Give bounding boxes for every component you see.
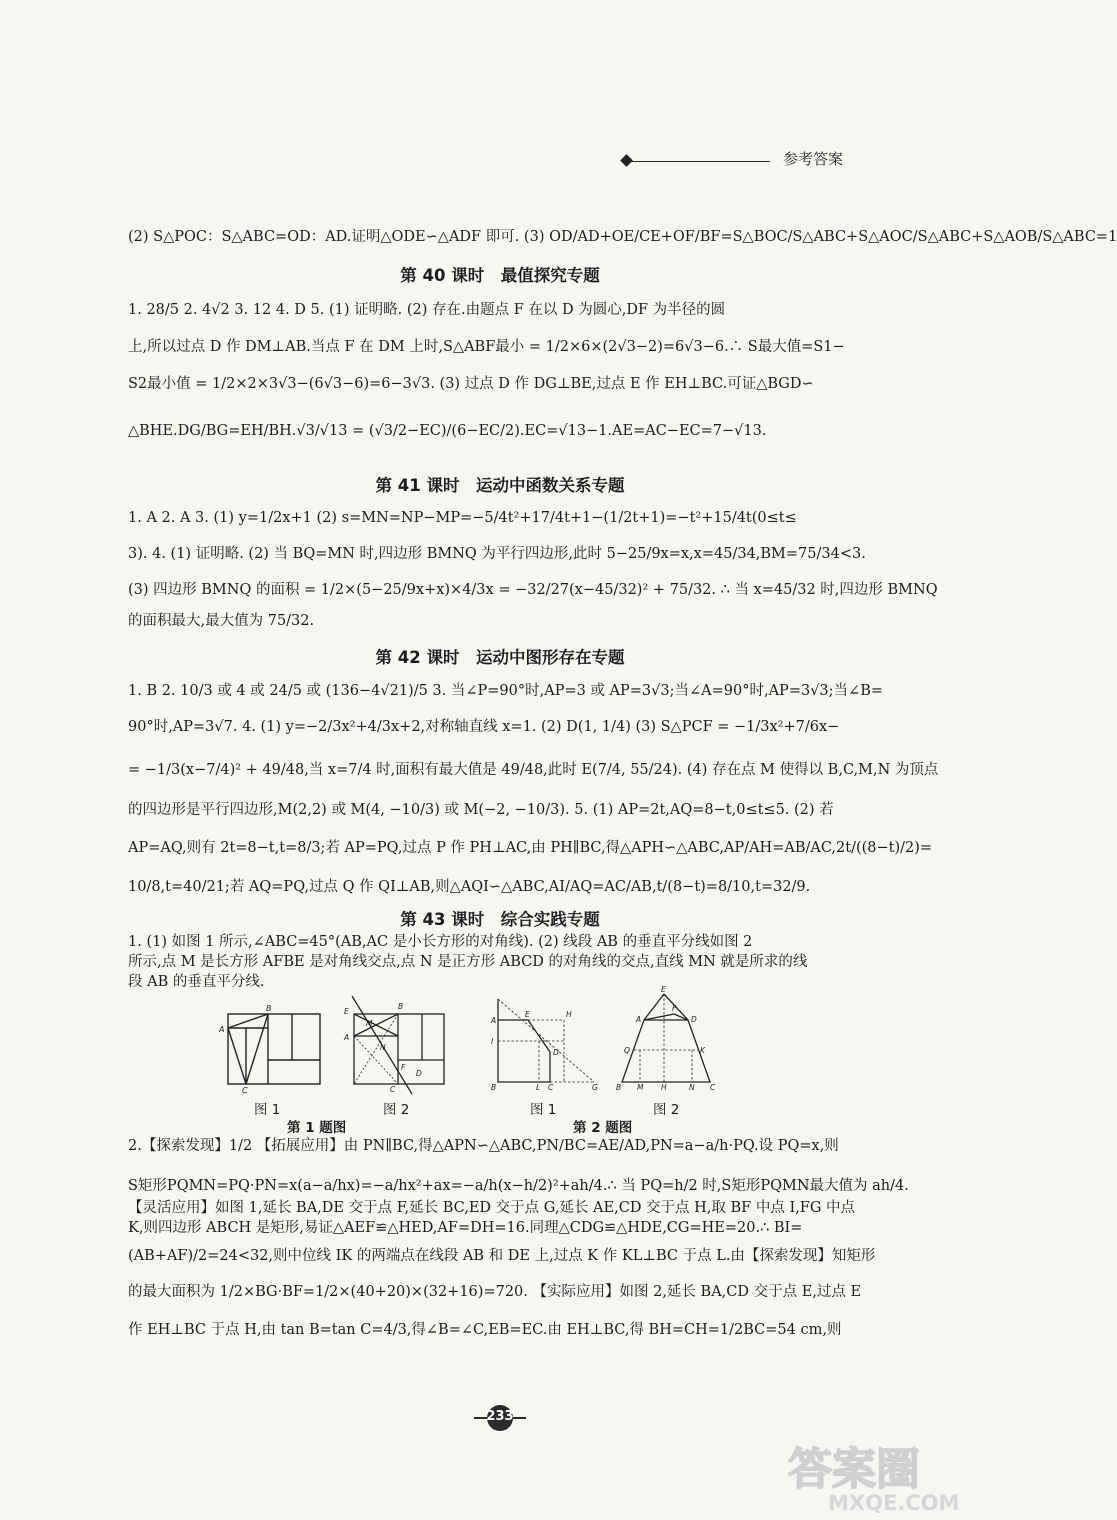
fig3-label: D (553, 1048, 559, 1057)
group2-caption: 第 2 题图 (573, 1120, 633, 1136)
header-title: 参考答案 (783, 150, 844, 168)
fig1-caption: 图 1 (254, 1102, 281, 1118)
s41-line: 1. A 2. A 3. (1) y=1/2x+1 (2) s=MN=NP−MP=−5/4t²+17/4t+1−(1/2t+1)=−t²+15/4t(0≤t≤ (128, 510, 797, 526)
fig3-label: G (592, 1083, 598, 1092)
s42-line: = −1/3(x−7/4)² + 49/48,当 x=7/4 时,面积有最大值是 49/48,此时 E(7/4, 55/24). (4) 存在点 M 使得以 B,C,M,N 为顶点 (128, 762, 939, 778)
p2-line: 【灵活应用】如图 1,延长 BA,DE 交于点 F,延长 BC,ED 交于点 G,延长 AE,CD 交于点 H,取 BF 中点 I,FG 中点 (128, 1200, 856, 1216)
s41-line: 3). 4. (1) 证明略. (2) 当 BQ=MN 时,四边形 BMNQ 为平行四边形,此时 5−25/9x=x,x=45/34,BM=75/34<3. (128, 546, 866, 562)
section-title-42: 第 42 课时 运动中图形存在专题 (375, 648, 625, 667)
group1-caption: 第 1 题图 (287, 1120, 347, 1136)
s42-line: AP=AQ,则有 2t=8−t,t=8/3;若 AP=PQ,过点 P 作 PH⊥AC,由 PH∥BC,得△APH∽△ABC,AP/AH=AB/AC,2t/((8−t)/2)= (128, 840, 933, 856)
s41-line: (3) 四边形 BMNQ 的面积 = 1/2×(5−25/9x+x)×4/3x = −32/27(x−45/32)² + 75/32. ∴ 当 x=45/32 时,四边形 BMNQ (128, 582, 938, 598)
fig3-label: A (491, 1016, 497, 1025)
fig4-label: N (689, 1083, 695, 1092)
fig3-label: E (525, 1010, 530, 1019)
fig4-label: D (691, 1015, 697, 1024)
figure-2-grid (338, 996, 450, 1094)
s40-line: S2最小值 = 1/2×2×3√3−(6√3−6)=6−3√3. (3) 过点 D 作 DG⊥BE,过点 E 作 EH⊥BC.可证△BGD∽ (128, 376, 814, 392)
s42-line: 90°时,AP=3√7. 4. (1) y=−2/3x²+4/3x+2,对称轴直线 x=1. (2) D(1, 1/4) (3) S△PCF = −1/3x²+7/6x− (128, 719, 840, 735)
fig4-label: E (661, 985, 666, 994)
p2-line: 的最大面积为 1/2×BG·BF=1/2×(40+20)×(32+16)=720. 【实际应用】如图 2,延长 BA,CD 交于点 E,过点 E (128, 1284, 862, 1300)
fig2-label: M (366, 1019, 373, 1028)
watermark-logo (782, 1438, 992, 1516)
fig3-label: H (566, 1010, 572, 1019)
fig4-label: M (637, 1083, 644, 1092)
fig3-label: B (491, 1083, 497, 1092)
page-number (474, 1405, 526, 1431)
page-number-text: 233 (486, 1409, 514, 1424)
fig3-label: C (548, 1083, 554, 1092)
section-title-40: 第 40 课时 最值探究专题 (400, 266, 600, 285)
fig4-caption: 图 2 (653, 1102, 680, 1118)
fig2-label: A (344, 1033, 350, 1042)
s42-line: 10/8,t=40/21;若 AQ=PQ,过点 Q 作 QI⊥AB,则△AQI∽△ABC,AI/AQ=AC/AB,t/(8−t)=8/10,t=32/9. (128, 879, 811, 895)
s43-line: 1. (1) 如图 1 所示,∠ABC=45°(AB,AC 是小长方形的对角线). (2) 线段 AB 的垂直平分线如图 2 (128, 934, 753, 950)
p2-line: 作 EH⊥BC 于点 H,由 tan B=tan C=4/3,得∠B=∠C,EB=EC.由 EH⊥BC,得 BH=CH=1/2BC=54 cm,则 (128, 1322, 842, 1338)
p2-line: 2.【探索发现】1/2 【拓展应用】由 PN∥BC,得△APN∽△ABC,PN/BC=AE/AD,PN=a−a/h·PQ.设 PQ=x,则 (128, 1138, 839, 1154)
s40-line: △BHE.DG/BG=EH/BH.√3/√13 = (√3/2−EC)/(6−EC/2).EC=√13−1.AE=AC−EC=7−√13. (128, 423, 767, 439)
fig2-label: N (380, 1043, 386, 1052)
watermark-line1: 答案圈 (788, 1444, 920, 1495)
fig2-label: B (398, 1002, 404, 1011)
s40-line: 1. 28/5 2. 4√2 3. 12 4. D 5. (1) 证明略. (2) 存在.由题点 F 在以 D 为圆心,DF 为半径的圆 (128, 302, 726, 318)
p2-line: (AB+AF)/2=24<32,则中位线 IK 的两端点在线段 AB 和 DE 上,过点 K 作 KL⊥BC 于点 L.由【探索发现】知矩形 (128, 1248, 876, 1264)
fig4-label: F (672, 1004, 677, 1013)
s43-line: 所示,点 M 是长方形 AFBE 是对角线交点,点 N 是正方形 ABCD 的对角线的交点,直线 MN 就是所求的线 (128, 954, 808, 970)
fig4-label: C (710, 1083, 716, 1092)
fig2-caption: 图 2 (383, 1102, 410, 1118)
fig1-label: A (219, 1025, 225, 1034)
header-rule (628, 161, 770, 162)
fig4-label: B (616, 1083, 622, 1092)
figure-1-grid (216, 1002, 326, 1094)
fig3-label: I (491, 1037, 494, 1046)
figure-4-trapezoid (612, 984, 722, 1094)
s43-line: 段 AB 的垂直平分线. (128, 974, 265, 990)
p2-line: S矩形PQMN=PQ·PN=x(a−a/hx)=−a/hx²+ax=−a/h(x−h/2)²+ah/4.∴ 当 PQ=h/2 时,S矩形PQMN最大值为 ah/4. (128, 1178, 909, 1194)
figure-3-pentagon (484, 994, 604, 1094)
fig4-label: Q (624, 1046, 630, 1055)
fig2-label: F (401, 1063, 406, 1072)
s40-line: 上,所以过点 D 作 DM⊥AB.当点 F 在 DM 上时,S△ABF最小 = 1/2×6×(2√3−2)=6√3−6.∴ S最大值=S1− (128, 339, 845, 355)
fig2-label: E (344, 1007, 349, 1016)
fig4-label: H (661, 1083, 667, 1092)
s42-line: 的四边形是平行四边形,M(2,2) 或 M(4, −10/3) 或 M(−2, −10/3). 5. (1) AP=2t,AQ=8−t,0≤t≤5. (2) 若 (128, 802, 834, 818)
fig1-label: C (242, 1086, 248, 1095)
p2-line: K,则四边形 ABCH 是矩形,易证△AEF≌△HED,AF=DH=16.同理△CDG≌△HDE,CG=HE=20.∴ BI= (128, 1220, 803, 1236)
s42-line: 1. B 2. 10/3 或 4 或 24/5 或 (136−4√21)/5 3. 当∠P=90°时,AP=3 或 AP=3√3;当∠A=90°时,AP=3√3;当∠B= (128, 683, 883, 699)
fig1-label: B (266, 1004, 272, 1013)
s41-line: 的面积最大,最大值为 75/32. (128, 613, 315, 629)
fig4-label: K (700, 1046, 705, 1055)
fig2-label: D (416, 1069, 422, 1078)
fig3-caption: 图 1 (530, 1102, 557, 1118)
section-title-41: 第 41 课时 运动中函数关系专题 (375, 476, 625, 495)
fig3-label: L (536, 1083, 541, 1092)
fig4-label: A (636, 1015, 642, 1024)
section-title-43: 第 43 课时 综合实践专题 (400, 910, 600, 929)
watermark-line2: MXQE.COM (828, 1491, 960, 1515)
intro-line: (2) S△POC：S△ABC=OD：AD.证明△ODE∽△ADF 即可. (3) OD/AD+OE/CE+OF/BF=S△BOC/S△ABC+S△AOC/S△ABC+S△AOB/S△ABC=1 (128, 229, 1117, 245)
fig2-label: C (390, 1085, 396, 1094)
